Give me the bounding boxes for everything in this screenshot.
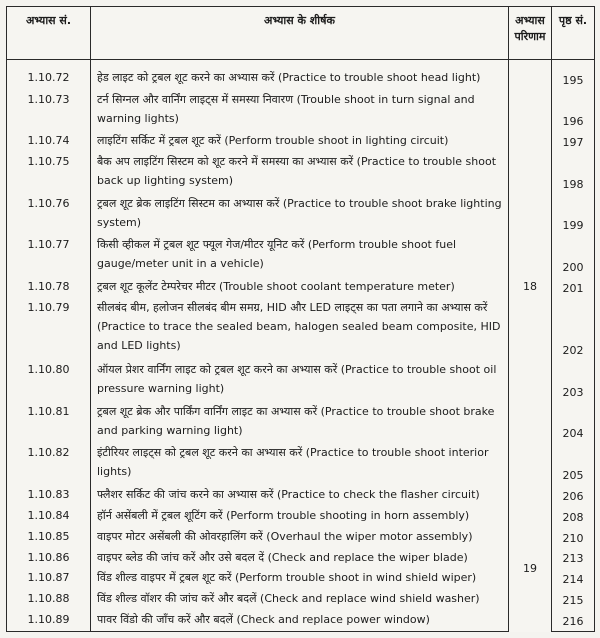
exercise-title: इंटीरियर लाइट्स को ट्रबल शूट करने का अभ्यास करें (Practice to trouble shoot interior lights) bbox=[91, 443, 509, 485]
exercise-title: किसी व्हीकल में ट्रबल शूट फ्यूल गेज/मीटर यूनिट करें (Perform trouble shoot fuel gauge/meter unit in a vehicle) bbox=[91, 235, 509, 277]
exercise-number: 1.10.85 bbox=[7, 527, 91, 548]
exercise-title: टर्न सिग्नल और वार्निंग लाइट्स में समस्या निवारण (Trouble shoot in turn signal and warning lights) bbox=[91, 90, 509, 132]
table-row bbox=[7, 131, 595, 152]
table-row bbox=[7, 60, 595, 90]
header-page-no: पृष्ठ सं. bbox=[552, 7, 595, 60]
table-row bbox=[7, 152, 595, 194]
exercise-number: 1.10.77 bbox=[7, 235, 91, 277]
page-number: 208 bbox=[552, 506, 595, 527]
page-number: 197 bbox=[552, 131, 595, 152]
exercise-title: ऑयल प्रेशर वार्निंग लाइट को ट्रबल शूट करने का अभ्यास करें (Practice to trouble shoot oil pressure warning light) bbox=[91, 360, 509, 402]
page-number: 196 bbox=[552, 90, 595, 132]
exercise-number: 1.10.83 bbox=[7, 485, 91, 506]
page-number: 203 bbox=[552, 360, 595, 402]
exercise-number: 1.10.89 bbox=[7, 610, 91, 632]
page-number: 202 bbox=[552, 298, 595, 360]
page-number: 213 bbox=[552, 548, 595, 569]
exercise-number: 1.10.75 bbox=[7, 152, 91, 194]
table-row bbox=[7, 194, 595, 236]
page-number: 210 bbox=[552, 527, 595, 548]
table-row bbox=[7, 443, 595, 485]
table-row bbox=[7, 568, 595, 589]
exercise-number: 1.10.87 bbox=[7, 568, 91, 589]
exercise-number: 1.10.81 bbox=[7, 402, 91, 444]
exercise-title: ट्रबल शूट ब्रेक लाइटिंग सिस्टम का अभ्यास करें (Practice to trouble shoot brake lighting system) bbox=[91, 194, 509, 236]
exercise-number: 1.10.73 bbox=[7, 90, 91, 132]
exercise-title: फ्लैशर सर्किट की जांच करने का अभ्यास करें (Practice to check the flasher circuit) bbox=[91, 485, 509, 506]
page-number: 201 bbox=[552, 277, 595, 298]
exercise-title: पावर विंडो की जाँच करें और बदलें (Check and replace power window) bbox=[91, 610, 509, 632]
page-number: 216 bbox=[552, 610, 595, 632]
header-title: अभ्यास के शीर्षक bbox=[91, 7, 509, 60]
exercise-title: सीलबंद बीम, हलोजन सीलबंद बीम समग्र, HID और LED लाइट्स का पता लगाने का अभ्यास करें (Practice to trace the sealed beam, halogen sealed beam composite, HID and LED lights) bbox=[91, 298, 509, 360]
exercise-number: 1.10.86 bbox=[7, 548, 91, 569]
table-row bbox=[7, 506, 595, 527]
table-row bbox=[7, 298, 595, 360]
table-row bbox=[7, 527, 595, 548]
header-exercise-no: अभ्यास सं. bbox=[7, 7, 91, 60]
page-number: 215 bbox=[552, 589, 595, 610]
page-number: 200 bbox=[552, 235, 595, 277]
exercise-number: 1.10.79 bbox=[7, 298, 91, 360]
header-outcome: अभ्यास परिणाम bbox=[509, 7, 552, 60]
table-row bbox=[7, 610, 595, 632]
exercise-number: 1.10.84 bbox=[7, 506, 91, 527]
exercise-title: हॉर्न असेंबली में ट्रबल शूटिंग करें (Perform trouble shooting in horn assembly) bbox=[91, 506, 509, 527]
exercise-title: वाइपर ब्लेड की जांच करें और उसे बदल दें (Check and replace the wiper blade) bbox=[91, 548, 509, 569]
table-row bbox=[7, 402, 595, 444]
page-number: 195 bbox=[552, 60, 595, 90]
page-number: 206 bbox=[552, 485, 595, 506]
table-row bbox=[7, 589, 595, 610]
page-number: 205 bbox=[552, 443, 595, 485]
outcome-cell: 19 bbox=[509, 506, 552, 632]
outcome-cell: 18 bbox=[509, 60, 552, 506]
exercise-number: 1.10.74 bbox=[7, 131, 91, 152]
exercise-title: विंड शील्ड वॉशर की जांच करें और बदलें (Check and replace wind shield washer) bbox=[91, 589, 509, 610]
page-number: 214 bbox=[552, 568, 595, 589]
exercise-title: वाइपर मोटर असेंबली की ओवरहालिंग करें (Overhaul the wiper motor assembly) bbox=[91, 527, 509, 548]
page-number: 198 bbox=[552, 152, 595, 194]
exercise-title: ट्रबल शूट ब्रेक और पार्किंग वार्निंग लाइट का अभ्यास करें (Practice to trouble shoot brake and parking warning light) bbox=[91, 402, 509, 444]
table-row bbox=[7, 235, 595, 277]
contents-table bbox=[6, 6, 595, 632]
exercise-number: 1.10.76 bbox=[7, 194, 91, 236]
table-row bbox=[7, 277, 595, 298]
table-row bbox=[7, 360, 595, 402]
exercise-title: बैक अप लाइटिंग सिस्टम को शूट करने में समस्या का अभ्यास करें (Practice to trouble shoot back up lighting system) bbox=[91, 152, 509, 194]
page-number: 204 bbox=[552, 402, 595, 444]
exercise-number: 1.10.78 bbox=[7, 277, 91, 298]
exercise-title: हेड लाइट को ट्रबल शूट करने का अभ्यास करें (Practice to trouble shoot head light) bbox=[91, 60, 509, 90]
exercise-title: लाइटिंग सर्किट में ट्रबल शूट करें (Perform trouble shoot in lighting circuit) bbox=[91, 131, 509, 152]
page-number: 199 bbox=[552, 194, 595, 236]
header-row bbox=[7, 7, 595, 60]
table-row bbox=[7, 90, 595, 132]
exercise-number: 1.10.72 bbox=[7, 60, 91, 90]
exercise-number: 1.10.88 bbox=[7, 589, 91, 610]
exercise-title: विंड शील्ड वाइपर में ट्रबल शूट करें (Perform trouble shoot in wind shield wiper) bbox=[91, 568, 509, 589]
exercise-number: 1.10.82 bbox=[7, 443, 91, 485]
table-row bbox=[7, 485, 595, 506]
exercise-title: ट्रबल शूट कूलेंट टेम्परेचर मीटर (Trouble shoot coolant temperature meter) bbox=[91, 277, 509, 298]
table-row bbox=[7, 548, 595, 569]
exercise-number: 1.10.80 bbox=[7, 360, 91, 402]
